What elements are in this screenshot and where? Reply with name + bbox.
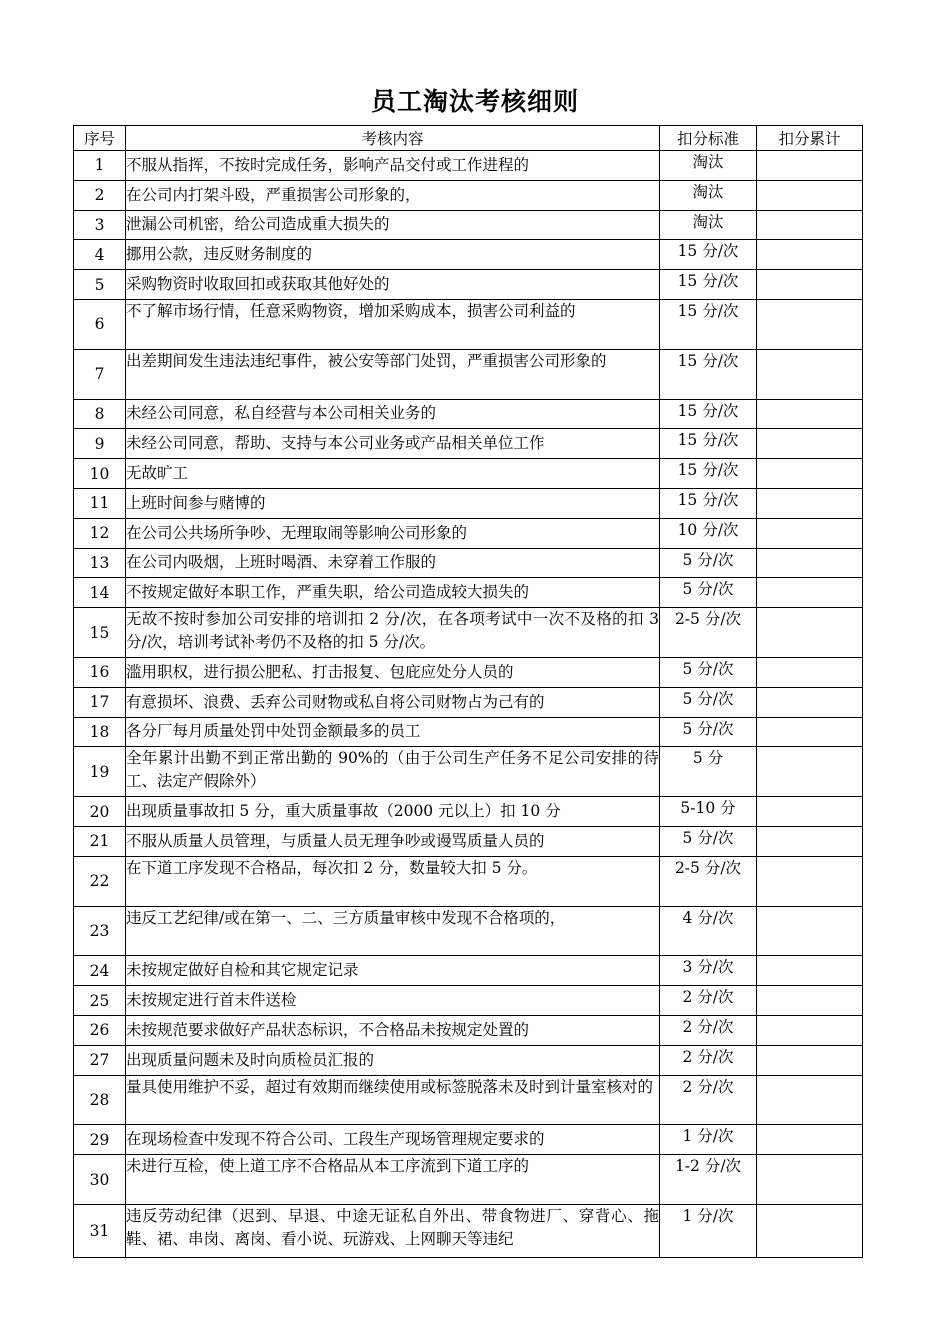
row-content: 不按规定做好本职工作，严重失职，给公司造成较大损失的 <box>126 578 660 608</box>
row-accumulated <box>757 429 863 459</box>
row-no: 8 <box>74 399 126 429</box>
row-standard: 15 分/次 <box>660 240 757 270</box>
row-no: 7 <box>74 349 126 399</box>
row-content: 在公司公共场所争吵、无理取闹等影响公司形象的 <box>126 518 660 548</box>
row-content <box>126 1204 660 1257</box>
row-standard: 3 分/次 <box>660 956 757 986</box>
row-content: 采购物资时收取回扣或获取其他好处的 <box>126 270 660 300</box>
row-content: 在下道工序发现不合格品，每次扣 2 分，数量较大扣 5 分。 <box>126 856 660 906</box>
row-content: 在公司内打架斗殴，严重损害公司形象的， <box>126 180 660 210</box>
row-accumulated <box>757 459 863 489</box>
row-standard: 1-2 分/次 <box>660 1155 757 1205</box>
row-standard: 1 分/次 <box>660 1204 757 1257</box>
row-accumulated <box>757 1155 863 1205</box>
row-content: 在公司内吸烟，上班时喝酒、未穿着工作服的 <box>126 548 660 578</box>
row-no: 24 <box>74 956 126 986</box>
row-standard: 5 分/次 <box>660 548 757 578</box>
row-content: 各分厂每月质量处罚中处罚金额最多的员工 <box>126 717 660 747</box>
row-standard: 淘汰 <box>660 210 757 240</box>
table-row <box>74 1045 863 1075</box>
row-standard: 5 分/次 <box>660 717 757 747</box>
table-row <box>74 349 863 399</box>
row-standard: 15 分/次 <box>660 270 757 300</box>
row-content: 滥用职权，进行损公肥私、打击报复、包庇应处分人员的 <box>126 657 660 687</box>
row-accumulated <box>757 548 863 578</box>
row-no: 11 <box>74 488 126 518</box>
row-accumulated <box>757 299 863 349</box>
row-no: 22 <box>74 856 126 906</box>
row-content: 全年累计出勤不到正常出勤的 90%的（由于公司生产任务不足公司安排的待工、法定产假除外） <box>126 747 660 797</box>
table-body <box>74 151 863 1258</box>
table-row <box>74 151 863 181</box>
table-row <box>74 548 863 578</box>
row-accumulated <box>757 349 863 399</box>
table-row <box>74 1075 863 1125</box>
row-accumulated <box>757 657 863 687</box>
row-no: 9 <box>74 429 126 459</box>
row-content: 不服从质量人员管理，与质量人员无理争吵或谩骂质量人员的 <box>126 826 660 856</box>
row-standard: 5-10 分 <box>660 797 757 827</box>
row-standard: 2 分/次 <box>660 1015 757 1045</box>
header-content: 考核内容 <box>126 126 660 151</box>
row-no: 25 <box>74 986 126 1016</box>
row-accumulated <box>757 210 863 240</box>
table-row <box>74 210 863 240</box>
row-no: 3 <box>74 210 126 240</box>
row-content: 量具使用维护不妥，超过有效期而继续使用或标签脱落未及时到计量室核对的 <box>126 1075 660 1125</box>
row-standard: 4 分/次 <box>660 906 757 956</box>
row-no: 18 <box>74 717 126 747</box>
row-standard: 淘汰 <box>660 180 757 210</box>
row-no: 17 <box>74 687 126 717</box>
row-content: 未按规定做好自检和其它规定记录 <box>126 956 660 986</box>
row-standard: 1 分/次 <box>660 1125 757 1155</box>
row-standard: 15 分/次 <box>660 349 757 399</box>
row-no: 29 <box>74 1125 126 1155</box>
row-accumulated <box>757 488 863 518</box>
row-accumulated <box>757 856 863 906</box>
document-title: 员工淘汰考核细则 <box>370 87 579 116</box>
row-accumulated <box>757 1075 863 1125</box>
row-standard: 15 分/次 <box>660 488 757 518</box>
row-no: 15 <box>74 608 126 658</box>
row-no: 31 <box>74 1204 126 1257</box>
table-row <box>74 856 863 906</box>
table-row <box>74 459 863 489</box>
row-no: 12 <box>74 518 126 548</box>
row-no: 16 <box>74 657 126 687</box>
row-content: 未按规范要求做好产品状态标识，不合格品未按规定处置的 <box>126 1015 660 1045</box>
row-accumulated <box>757 687 863 717</box>
row-content: 在现场检查中发现不符合公司、工段生产现场管理规定要求的 <box>126 1125 660 1155</box>
row-standard: 2-5 分/次 <box>660 856 757 906</box>
row-standard: 淘汰 <box>660 151 757 181</box>
row-standard: 5 分/次 <box>660 657 757 687</box>
row-no: 19 <box>74 747 126 797</box>
row-standard: 15 分/次 <box>660 299 757 349</box>
row-no: 26 <box>74 1015 126 1045</box>
row-accumulated <box>757 826 863 856</box>
table-row <box>74 240 863 270</box>
table-row <box>74 1155 863 1205</box>
row-accumulated <box>757 717 863 747</box>
table-row <box>74 986 863 1016</box>
assessment-table <box>73 125 863 1258</box>
row-standard: 15 分/次 <box>660 459 757 489</box>
row-accumulated <box>757 747 863 797</box>
row-content: 有意损坏、浪费、丢弃公司财物或私自将公司财物占为己有的 <box>126 687 660 717</box>
row-content: 未经公司同意，帮助、支持与本公司业务或产品相关单位工作 <box>126 429 660 459</box>
row-content: 未经公司同意，私自经营与本公司相关业务的 <box>126 399 660 429</box>
row-no: 21 <box>74 826 126 856</box>
header-standard: 扣分标准 <box>660 126 757 151</box>
row-standard: 5 分/次 <box>660 578 757 608</box>
table-row <box>74 797 863 827</box>
row-no: 30 <box>74 1155 126 1205</box>
row-no: 10 <box>74 459 126 489</box>
table-row <box>74 826 863 856</box>
row-accumulated <box>757 240 863 270</box>
table-row <box>74 1125 863 1155</box>
row-accumulated <box>757 986 863 1016</box>
row-no: 6 <box>74 299 126 349</box>
header-no: 序号 <box>74 126 126 151</box>
row-standard: 2 分/次 <box>660 1045 757 1075</box>
table-row <box>74 299 863 349</box>
row-accumulated <box>757 151 863 181</box>
row-no: 28 <box>74 1075 126 1125</box>
row-no: 2 <box>74 180 126 210</box>
table-row <box>74 687 863 717</box>
row-standard: 2 分/次 <box>660 1075 757 1125</box>
row-content: 未按规定进行首末件送检 <box>126 986 660 1016</box>
header-accumulated: 扣分累计 <box>757 126 863 151</box>
table-row <box>74 608 863 658</box>
table-row <box>74 399 863 429</box>
table-row <box>74 717 863 747</box>
row-content: 无故旷工 <box>126 459 660 489</box>
row-standard: 10 分/次 <box>660 518 757 548</box>
row-no: 13 <box>74 548 126 578</box>
row-accumulated <box>757 518 863 548</box>
table-row <box>74 1204 863 1257</box>
table-row <box>74 956 863 986</box>
row-no: 5 <box>74 270 126 300</box>
table-row <box>74 906 863 956</box>
row-content: 不了解市场行情，任意采购物资，增加采购成本，损害公司利益的 <box>126 299 660 349</box>
row-standard: 5 分/次 <box>660 687 757 717</box>
row-accumulated <box>757 1204 863 1257</box>
row-content: 不服从指挥，不按时完成任务，影响产品交付或工作进程的 <box>126 151 660 181</box>
row-accumulated <box>757 270 863 300</box>
row-content: 出现质量事故扣 5 分，重大质量事故（2000 元以上）扣 10 分 <box>126 797 660 827</box>
row-content: 无故不按时参加公司安排的培训扣 2 分/次，在各项考试中一次不及格的扣 3 分/次，培训考试补考仍不及格的扣 5 分/次。 <box>126 608 660 658</box>
row-accumulated <box>757 1045 863 1075</box>
row-no: 20 <box>74 797 126 827</box>
table-row <box>74 270 863 300</box>
row-standard: 15 分/次 <box>660 429 757 459</box>
row-content: 挪用公款，违反财务制度的 <box>126 240 660 270</box>
table-header-row <box>74 126 863 151</box>
row-no: 1 <box>74 151 126 181</box>
row-accumulated <box>757 578 863 608</box>
table-row <box>74 180 863 210</box>
row-content: 违反工艺纪律/或在第一、二、三方质量审核中发现不合格项的， <box>126 906 660 956</box>
row-accumulated <box>757 1015 863 1045</box>
row-accumulated <box>757 399 863 429</box>
table-row <box>74 747 863 797</box>
row-accumulated <box>757 180 863 210</box>
row-accumulated <box>757 906 863 956</box>
row-standard: 2-5 分/次 <box>660 608 757 658</box>
row-accumulated <box>757 608 863 658</box>
table-row <box>74 429 863 459</box>
row-no: 14 <box>74 578 126 608</box>
row-content: 出差期间发生违法违纪事件，被公安等部门处罚，严重损害公司形象的 <box>126 349 660 399</box>
table-row <box>74 1015 863 1045</box>
table-row <box>74 518 863 548</box>
table-row <box>74 657 863 687</box>
table-row <box>74 578 863 608</box>
row-no: 23 <box>74 906 126 956</box>
row-no: 27 <box>74 1045 126 1075</box>
row-accumulated <box>757 797 863 827</box>
row-content: 上班时间参与赌博的 <box>126 488 660 518</box>
row-accumulated <box>757 1125 863 1155</box>
row-standard: 2 分/次 <box>660 986 757 1016</box>
table-row <box>74 488 863 518</box>
row-standard: 5 分/次 <box>660 826 757 856</box>
row-content-text: 违反劳动纪律（迟到、早退、中途无证私自外出、带食物进厂、穿背心、拖鞋、裙、串岗、离岗、看小说、玩游戏、上网聊天等违纪 <box>126 1206 659 1248</box>
row-content: 未进行互检，使上道工序不合格品从本工序流到下道工序的 <box>126 1155 660 1205</box>
row-standard: 15 分/次 <box>660 399 757 429</box>
row-standard: 5 分 <box>660 747 757 797</box>
row-accumulated <box>757 956 863 986</box>
row-content: 出现质量问题未及时向质检员汇报的 <box>126 1045 660 1075</box>
row-no: 4 <box>74 240 126 270</box>
row-content: 泄漏公司机密，给公司造成重大损失的 <box>126 210 660 240</box>
